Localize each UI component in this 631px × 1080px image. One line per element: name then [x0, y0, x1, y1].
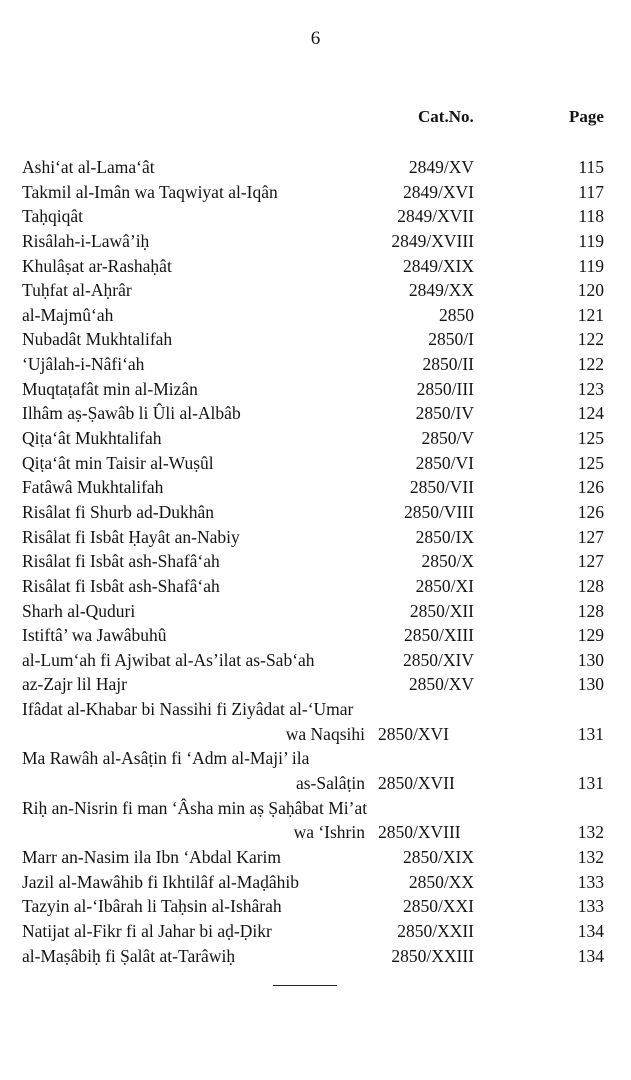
entry-page-number: 122 [577, 329, 604, 350]
entry-catalog-number: 2849/XVIII [391, 230, 474, 251]
entry-title: Risâlat fi Isbât ash-Shafâ‘ah [22, 551, 220, 572]
entry-catalog-number: 2850/XVI [378, 723, 449, 744]
index-entry [0, 303, 631, 328]
index-entry [0, 672, 631, 697]
entry-title: Khulâṣat ar-Rashaḥât [22, 255, 172, 276]
index-entry [0, 845, 631, 870]
entry-title: Ma Rawâh al-Asâṭin fi ‘Adm al-Maji’ ila [22, 748, 310, 769]
entry-title-continuation: as-Salâṭin [295, 773, 365, 794]
entry-title: Ifâdat al-Khabar bi Nassihi fi Ziyâdat al-‘Umar [22, 699, 354, 720]
entry-title-continuation: wa ‘Ishrin [293, 822, 365, 843]
entry-page-number: 119 [578, 230, 604, 251]
index-entry [0, 327, 631, 352]
entry-page-number: 125 [577, 428, 604, 449]
entry-title: ‘Ujâlah-i-Nâfi‘ah [22, 354, 145, 375]
index-entry [0, 623, 631, 648]
index-entries [0, 155, 631, 968]
index-entry [0, 870, 631, 895]
index-entry [0, 377, 631, 402]
index-entry [0, 919, 631, 944]
entry-title: Natijat al-Fikr fi al Jahar bi aḍ-Ḍikr [22, 920, 272, 941]
entry-page-number: 120 [577, 280, 604, 301]
entry-catalog-number: 2849/XIX [403, 255, 474, 276]
entry-catalog-number: 2850/X [421, 551, 474, 572]
entry-catalog-number: 2849/XX [408, 280, 474, 301]
page-header: Page [569, 107, 604, 126]
entry-page-number: 121 [577, 304, 604, 325]
entry-catalog-number: 2850/XV [408, 674, 474, 695]
index-entry [0, 549, 631, 574]
index-entry [0, 401, 631, 426]
entry-catalog-number: 2850/XXII [397, 920, 474, 941]
index-entry [0, 426, 631, 451]
entry-page-number: 117 [578, 181, 604, 202]
entry-page-number: 122 [577, 354, 604, 375]
entry-page-number: 132 [577, 822, 604, 843]
entry-title: al-Lum‘ah fi Ajwibat al-As’ilat as-Sab‘ah [22, 649, 315, 670]
index-entry [0, 894, 631, 919]
entry-title: Tazyin al-‘Ibârah li Taḥsin al-Ishârah [22, 896, 282, 917]
entry-page-number: 129 [577, 625, 604, 646]
entry-title: al-Majmû‘ah [22, 304, 114, 325]
entry-title-continuation: wa Naqsihi [285, 723, 365, 744]
entry-page-number: 132 [577, 846, 604, 867]
index-entry [0, 180, 631, 205]
entry-title: Tuḥfat al-Aḥrâr [22, 280, 132, 301]
index-entry [0, 254, 631, 279]
index-entry [0, 796, 631, 845]
index-entry [0, 944, 631, 969]
entry-title: Jazil al-Mawâhib fi Ikhtilâf al-Maḍâhib [22, 871, 299, 892]
entry-catalog-number: 2850/XXI [403, 896, 474, 917]
entry-catalog-number: 2850/IV [415, 403, 474, 424]
entry-title: Ilhâm aṣ-Ṣawâb li Ûli al-Albâb [22, 403, 241, 424]
entry-page-number: 130 [577, 649, 604, 670]
entry-page-number: 130 [577, 674, 604, 695]
entry-catalog-number: 2850/III [416, 378, 474, 399]
entry-title: Risâlat fi Shurb ad-Dukhân [22, 501, 214, 522]
index-entry [0, 599, 631, 624]
entry-page-number: 124 [577, 403, 604, 424]
index-entry [0, 525, 631, 550]
entry-page-number: 127 [577, 551, 604, 572]
entry-page-number: 134 [577, 945, 604, 966]
entry-title: Nubadât Mukhtalifah [22, 329, 173, 350]
entry-catalog-number: 2850/IX [415, 526, 474, 547]
entry-title: Qiṭa‘ât min Taisir al-Wuṣûl [22, 452, 214, 473]
entry-page-number: 133 [577, 896, 604, 917]
entry-catalog-number: 2850/VII [409, 477, 474, 498]
index-entry [0, 697, 631, 746]
entry-catalog-number: 2850/XI [415, 575, 474, 596]
index-entry [0, 278, 631, 303]
entry-page-number: 115 [578, 157, 604, 177]
entry-title: Sharh al-Quduri [22, 600, 136, 621]
entry-page-number: 134 [577, 920, 604, 941]
entry-title: Istiftâ’ wa Jawâbuhû [22, 625, 167, 646]
entry-page-number: 128 [577, 575, 604, 596]
entry-title: Fatâwâ Mukhtalifah [22, 477, 164, 498]
entry-catalog-number: 2850/XIV [403, 649, 474, 670]
index-entry [0, 229, 631, 254]
entry-page-number: 128 [577, 600, 604, 621]
entry-catalog-number: 2850/VIII [404, 501, 474, 522]
entry-page-number: 119 [578, 255, 604, 276]
entry-catalog-number: 2850/VI [415, 452, 474, 473]
entry-catalog-number: 2849/XVI [403, 181, 474, 202]
entry-title: Ashi‘at al-Lama‘ât [22, 157, 155, 177]
index-entry [0, 574, 631, 599]
entry-title: Risâlat fi Isbât Ḥayât an-Nabiy [22, 526, 240, 547]
entry-title: Takmil al-Imân wa Taqwiyat al-Iqân [22, 181, 278, 202]
index-entry [0, 155, 631, 180]
closing-rule [273, 985, 337, 986]
entry-page-number: 133 [577, 871, 604, 892]
index-entry [0, 475, 631, 500]
entry-page-number: 127 [577, 526, 604, 547]
index-entry [0, 500, 631, 525]
entry-title: Risâlat fi Isbât ash-Shafâ‘ah [22, 575, 220, 596]
catalog-number-header: Cat.No. [418, 107, 474, 126]
index-entry [0, 352, 631, 377]
entry-catalog-number: 2850/XVIII [378, 822, 461, 843]
entry-title: al-Maṣâbiḥ fi Ṣalât at-Tarâwiḥ [22, 945, 236, 966]
page-number: 6 [310, 28, 321, 49]
entry-catalog-number: 2850/XXIII [391, 945, 474, 966]
entry-page-number: 126 [577, 501, 604, 522]
entry-catalog-number: 2850/XII [409, 600, 474, 621]
entry-catalog-number: 2850/XX [408, 871, 474, 892]
entry-catalog-number: 2850/V [421, 428, 474, 449]
entry-page-number: 118 [578, 206, 604, 227]
entry-catalog-number: 2849/XV [408, 157, 474, 177]
entry-catalog-number: 2850/I [428, 329, 474, 350]
entry-page-number: 131 [577, 723, 604, 744]
index-entry [0, 204, 631, 229]
entry-page-number: 125 [577, 452, 604, 473]
entry-title: Marr an-Nasim ila Ibn ‘Abdal Karim [22, 846, 282, 867]
entry-catalog-number: 2850/XIII [404, 625, 474, 646]
entry-catalog-number: 2850 [439, 304, 474, 325]
index-entry [0, 451, 631, 476]
entry-title: Taḥqiqât [22, 206, 83, 227]
entry-title: az-Zajr lil Hajr [22, 674, 127, 695]
entry-title: Muqtaṭafât min al-Mizân [22, 378, 198, 399]
entry-catalog-number: 2850/XVII [378, 773, 455, 794]
entry-page-number: 126 [577, 477, 604, 498]
entry-page-number: 131 [577, 773, 604, 794]
entry-catalog-number: 2849/XVII [397, 206, 474, 227]
index-entry [0, 648, 631, 673]
entry-catalog-number: 2850/II [422, 354, 474, 375]
entry-title: Risâlah-i-Lawâ’iḥ [22, 230, 150, 251]
entry-catalog-number: 2850/XIX [403, 846, 474, 867]
entry-title: Qiṭa‘ât Mukhtalifah [22, 428, 162, 449]
entry-page-number: 123 [577, 378, 604, 399]
index-entry [0, 746, 631, 795]
entry-title: Riḥ an-Nisrin fi man ‘Âsha min aṣ Ṣaḥâbat Mi’at [22, 797, 368, 818]
